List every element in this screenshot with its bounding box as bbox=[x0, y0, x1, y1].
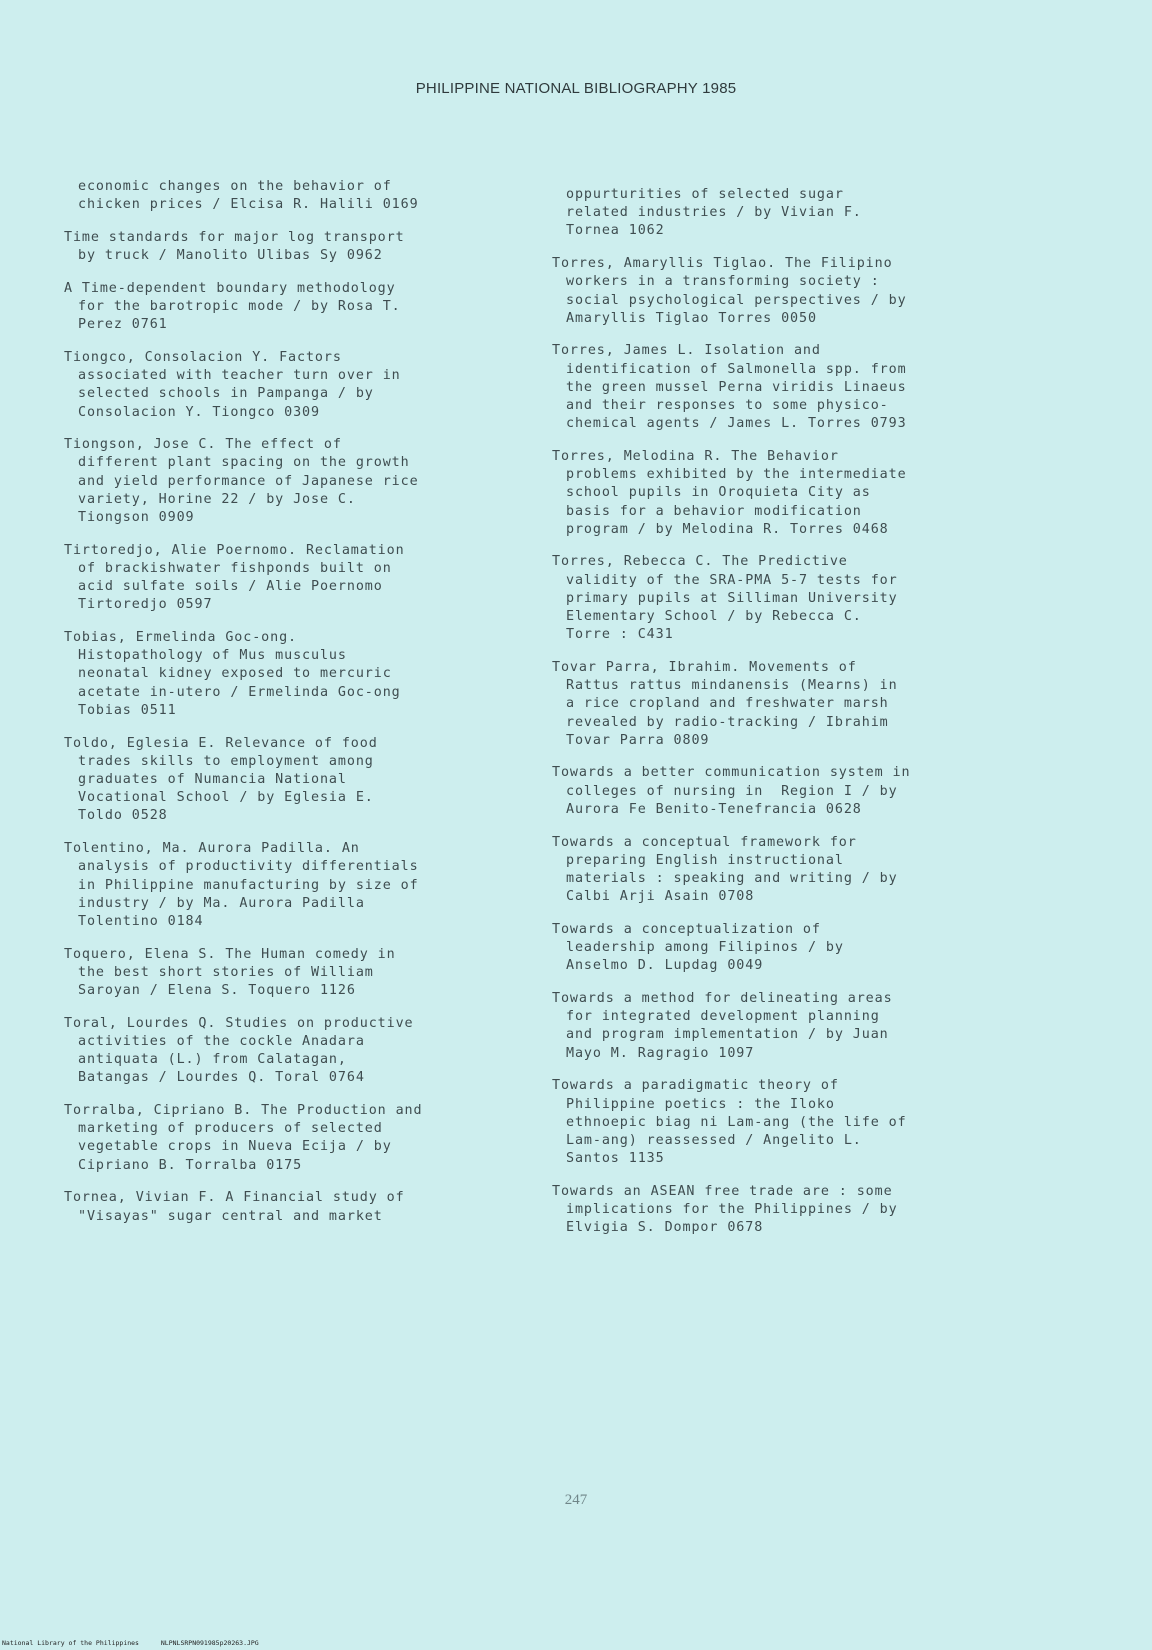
bibliography-entry: Tornea, Vivian F. A Financial study of "Visayas" sugar central and market bbox=[64, 1190, 405, 1224]
bibliography-entry: A Time-dependent boundary methodology for the barotropic mode / by Rosa T. Perez 0761 bbox=[64, 280, 401, 333]
bibliography-entry: Toral, Lourdes Q. Studies on productive activities of the cockle Anadara antiquata (L.) from Calatagan, Batangas / Lourdes Q. Toral 0764 bbox=[64, 1015, 414, 1086]
left-column bbox=[64, 178, 534, 1240]
bibliography-entry: Toldo, Eglesia E. Relevance of food trades skills to employment among graduates of Numancia National Vocational School / by Eglesia E. Toldo 0528 bbox=[64, 735, 378, 824]
bibliography-entry: Torres, James L. Isolation and identification of Salmonella spp. from the green mussel Perna viridis Linaeus and their responses to some physico- chemical agents / James L. Torres 0793 bbox=[552, 343, 907, 432]
bibliography-entry: Time standards for major log transport by truck / Manolito Ulibas Sy 0962 bbox=[64, 229, 405, 264]
bibliography-entry: Tiongco, Consolacion Y. Factors associated with teacher turn over in selected schools in Pampanga / by Consolacion Y. Tiongco 0309 bbox=[64, 349, 401, 420]
bibliography-entry: Tirtoredjo, Alie Poernomo. Reclamation of brackishwater fishponds built on acid sulfate soils / Alie Poernomo Tirtoredjo 0597 bbox=[64, 542, 405, 613]
page-number: 247 bbox=[564, 1492, 588, 1508]
bibliography-entry: Tiongson, Jose C. The effect of different plant spacing on the growth and yield performance of Japanese rice variety, Horine 22 / by Jose C. Tiongson 0909 bbox=[64, 437, 419, 526]
bibliography-entry: Towards an ASEAN free trade are : some implications for the Philippines / by Elvigia S. Dompor 0678 bbox=[552, 1183, 898, 1236]
bibliography-entry: Tovar Parra, Ibrahim. Movements of Rattus rattus mindanensis (Mearns) in a rice cropland and freshwater marsh revealed by radio-tracking / Ibrahim Tovar Parra 0809 bbox=[552, 659, 898, 748]
bibliography-entry: Towards a method for delineating areas for integrated development planning and program implementation / by Juan Mayo M. Ragragio 1097 bbox=[552, 991, 893, 1061]
bibliography-entry: Torres, Rebecca C. The Predictive validity of the SRA-PMA 5-7 tests for primary pupils at Silliman University Elementary School / by Rebecca C. Torre : C431 bbox=[552, 554, 898, 643]
bibliography-entry: Torres, Melodina R. The Behavior problems exhibited by the intermediate school pupils in Oroquieta City as basis for a behavior modification program / by Melodina R. Torres 0468 bbox=[552, 448, 907, 537]
right-column bbox=[552, 186, 1042, 1252]
footer-library: National Library of the Philippines bbox=[2, 1639, 139, 1647]
bibliography-entry: Towards a paradigmatic theory of Philippine poetics : the Iloko ethnoepic biag ni Lam-ang (the life of Lam-ang) reassessed / Angelito L. Santos 1135 bbox=[552, 1078, 907, 1167]
bibliography-entry: Tobias, Ermelinda Goc-ong. Histopathology of Mus musculus neonatal kidney exposed to mercuric acetate in-utero / Ermelinda Goc-ong Tobias 0511 bbox=[64, 630, 401, 718]
bibliography-entry: Towards a conceptual framework for preparing English instructional materials : speaking and writing / by Calbi Arji Asain 0708 bbox=[552, 834, 898, 905]
footer-filename: NLPNLSRPN091985p20263.JPG bbox=[160, 1639, 259, 1647]
page-title: PHILIPPINE NATIONAL BIBLIOGRAPHY 1985 bbox=[415, 80, 737, 97]
bibliography-entry: Torralba, Cipriano B. The Production and marketing of producers of selected vegetable crops in Nueva Ecija / by Cipriano B. Torralba 0175 bbox=[64, 1103, 423, 1173]
bibliography-entry: Tolentino, Ma. Aurora Padilla. An analysis of productivity differentials in Philippine manufacturing by size of industry / by Ma. Aurora Padilla Tolentino 0184 bbox=[64, 841, 419, 929]
bibliography-entry: Towards a better communication system in colleges of nursing in Region I / by Aurora Fe Benito-Tenefrancia 0628 bbox=[552, 765, 911, 817]
bibliography-entry: Towards a conceptualization of leadership among Filipinos / by Anselmo D. Lupdag 0049 bbox=[552, 921, 844, 974]
bibliography-entry: Torres, Amaryllis Tiglao. The Filipino workers in a transforming society : social psychological perspectives / by Amaryllis Tiglao Torres 0050 bbox=[552, 256, 907, 326]
bibliography-entry: oppurturities of selected sugar related industries / by Vivian F. Tornea 1062 bbox=[566, 187, 862, 239]
bibliography-entry: Toquero, Elena S. The Human comedy in the best short stories of William Saroyan / Elena S. Toquero 1126 bbox=[64, 946, 396, 999]
bibliography-entry: economic changes on the behavior of chicken prices / Elcisa R. Halili 0169 bbox=[78, 179, 419, 213]
scan-footer bbox=[2, 1639, 277, 1647]
